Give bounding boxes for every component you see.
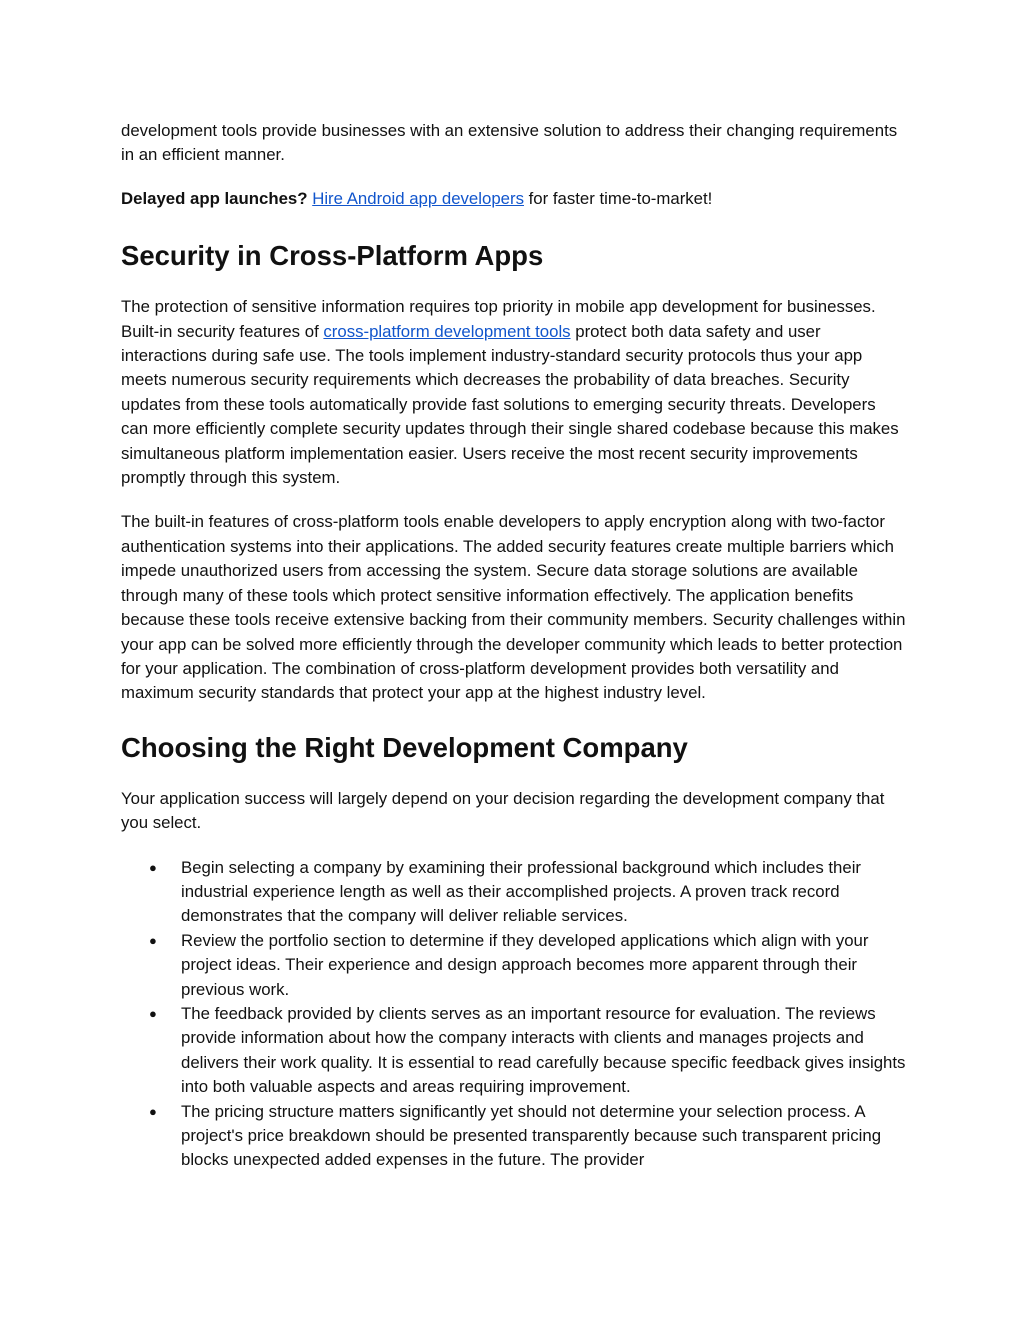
- list-item: [121, 1100, 906, 1173]
- list-item: [121, 1002, 906, 1100]
- intro-paragraph: development tools provide businesses with an extensive solution to address their changing requirements in an efficient manner.: [121, 121, 898, 165]
- security-p1-text-after: protect both data safety and user interactions during safe use. The tools implement industry-standard security protocols thus your app meets numerous security requirements which decreases the probability of data breaches. Security updates from these tools automatically provide fast solutions to emerging security threats. Developers can more efficiently complete security updates through their single shared codebase because this makes simultaneous platform implementation easier. Users receive the most recent security improvements promptly through this system.: [121, 321, 899, 488]
- choosing-bullet-list: [121, 856, 906, 1173]
- security-p1-text-before: The protection of sensitive information requires top priority in mobile app development for businesses. Built-in security features of: [121, 297, 876, 341]
- list-item: [121, 929, 906, 1002]
- list-item-text: Review the portfolio section to determine if they developed applications which align with your project ideas. Their experience and design approach becomes more apparent through their previous work.: [181, 930, 869, 999]
- bullet-icon: ●: [149, 932, 157, 948]
- document-page: [121, 119, 906, 1173]
- choosing-heading: Choosing the Right Development Company: [121, 731, 688, 763]
- bullet-icon: ●: [149, 859, 157, 875]
- security-heading: Security in Cross-Platform Apps: [121, 240, 544, 272]
- cta-rest-text: for faster time-to-market!: [523, 188, 713, 208]
- security-paragraph-2: The built-in features of cross-platform tools enable developers to apply encryption along with two-factor authentication systems into their applications. The added security features create multiple barriers which impede unauthorized users from accessing the system. Secure data storage solutions are available through many of these tools which protect sensitive information effectively. The application benefits because these tools receive extensive backing from their community members. Security challenges within your app can be solved more efficiently through the developer community which leads to better protection for your application. The combination of cross-platform development provides both versatility and maximum security standards that protect your app at the highest industry level.: [121, 512, 906, 703]
- list-item-text: The pricing structure matters significantly yet should not determine your selection process. A project's price breakdown should be presented transparently because such transparent pricing blocks unexpected added expenses in the future. The provider: [181, 1101, 882, 1170]
- choosing-intro-paragraph: Your application success will largely depend on your decision regarding the development company that you select.: [121, 788, 885, 833]
- cta-bold-text: Delayed app launches?: [121, 188, 308, 208]
- bullet-icon: ●: [149, 1103, 157, 1119]
- security-paragraph-1: [121, 295, 906, 490]
- cross-platform-tools-link[interactable]: cross-platform development tools: [323, 321, 571, 341]
- list-item: [121, 856, 906, 929]
- list-item-text: Begin selecting a company by examining their professional background which includes their industrial experience length as well as their accomplished projects. A proven track record demonstrates that the company will deliver reliable services.: [181, 857, 862, 926]
- list-item-text: The feedback provided by clients serves as an important resource for evaluation. The reviews provide information about how the company interacts with clients and manages projects and delivers their work quality. It is essential to read carefully because specific feedback gives insights into both valuable aspects and areas requiring improvement.: [181, 1003, 906, 1097]
- cta-paragraph: [121, 187, 906, 211]
- bullet-icon: ●: [149, 1005, 157, 1021]
- hire-android-developers-link[interactable]: Hire Android app developers: [312, 188, 524, 208]
